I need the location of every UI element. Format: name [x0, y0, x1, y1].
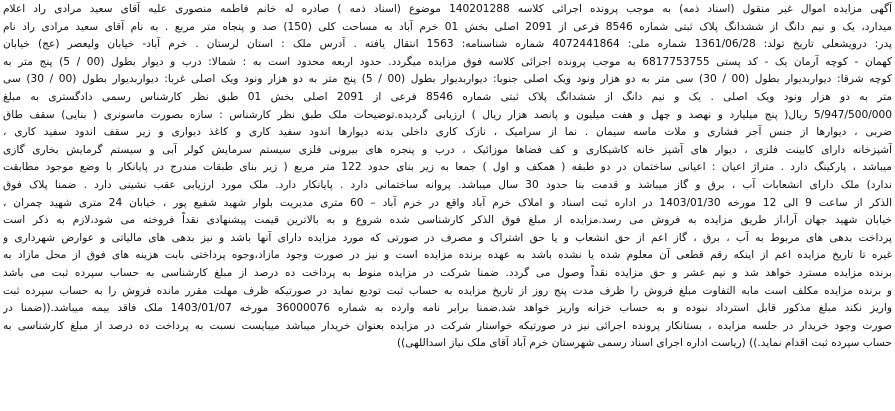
- notice-line-18: واریز نکند مبلغ مذکور قابل استرداد نبوده و به حساب خزانه واریز خواهد شد.ضمنا برابر نامه وارده به شماره 36000076 مورخه 1403/01/07 ملک فاقد بیمه میباشد.((ضمنا در: [3, 302, 892, 315]
- notice-line-7: 5/947/500/000 ریال( پنج میلیارد و نهصد و چهل و هفت میلیون و پانصد هزار ریال ) ارزیابی گردیده.توضیحات ملک طبق نظر کارشناس : سازه بصورت ماسونری ( بنایی) سقف طاق: [3, 108, 892, 121]
- notice-line-6: متر به دو هزار ونود ویک اصلی . یک و نیم دانگ از ششدانگ پلاک ثبتی شماره 8546 فرعی از 2091 اصلی بخش 01 طبق نظر کارشناس رسمی دادگستری به مبلغ: [3, 90, 892, 103]
- notice-line-1: آگهی مزایده اموال غیر منقول (اسناد ذمه) به موجب پرونده اجرائی کلاسه 140201288 موضوع (اسناد ذمه ) صادره له خانم فاطمه منصوری علیه آقای سعید مرادی راد اعلام: [3, 3, 892, 15]
- notice-line-19: صورت وجود خریدار در جلسه مزایده ، بستانکار پرونده اجرائی نیز در صورتیکه خواستار شرکت در مزایده بعنوان خریدار میباشد میبایست نسبت به پرداخت ده درصد از مبلغ کارشناسی به: [3, 319, 892, 332]
- notice-line-20: حساب سپرده ثبت اقدام نماید.)) (رياست اداره اجرای اسناد رسمی شهرستان خرم آباد آقای ملک نیاز اسداللهی)): [397, 337, 892, 350]
- notice-line-4: کهمان - کوچه آرمان یک - کد پستی 6817753755 به موجب پرونده اجرائی کلاسه فوق مزایده میگردد. حدود اربعه محدود است به : شمالا: درب و دیوار بطول (00 / 5) پنج متر به: [3, 55, 892, 68]
- notice-line-5: کوچه شرقا: دیواربدیوار بطول (00 / 30) سی متر به دو هزار ونود ویک اصلی جنوبا: دیواربدیوار بطول (00 / 5) پنج متر به دو هزار ونود ویک اصلی غربا: دیواربدیوار بطول (00 / 30) سی: [3, 73, 892, 86]
- notice-line-13: خیابان شهید جهان آرا،از طریق مزایده به فروش می رسد.مزایده از مبلغ فوق الذکر کارشناسی شده شروع و به بالاترین قیمت پیشنهادی نقداً فروخته می شود،لازم به ذکر است: [3, 214, 892, 227]
- notice-line-3: پدر: درویشعلی تاریخ تولد: 1361/06/28 شماره ملی: 4072441864 شماره شناسنامه: 1563 انتقال یافته . آدرس ملک : استان لرستان . خرم آباد- خیابان ولیعصر (عج) خیابان: [3, 38, 892, 51]
- auction-notice: [3, 1, 892, 409]
- notice-line-10: میباشد ، پارکینگ دارد . متراژ اعیان : اعیانی ساختمان در دو طبقه ( همکف و اول ) جمعا به زیر بنای حدود 122 متر مربع ( زیر بنای طبقات مندرج در پایانکار با وضع موجود مطابقت: [3, 161, 892, 174]
- notice-line-15: غیره تا تاریخ مزایده اعم از اینکه رقم قطعی آن معلوم شده یا نشده باشد به عهده برنده مزایده است و نیز در صورت وجود مازاد،وجوه پرداختی بابت هزینه های فوق از محل مازاد به: [3, 249, 892, 262]
- notice-line-17: و برنده مزایده مکلف است مابه التفاوت مبلغ فروش را ظرف مدت پنج روز از تاریخ مزایده به حساب ثبت تودیع نماید در صورتیکه ظرف مهلت مقرر مانده فروش را به حساب سپرده ثبت: [3, 284, 892, 297]
- notice-line-2: میدارد، یک و نیم دانگ از ششدانگ پلاک ثبتی شماره 8546 فرعی از 2091 اصلی بخش 01 خرم آباد به مساحت کلی (150) صد و پنجاه متر مربع . به نام آقای سعید مرادی راد نام: [3, 20, 892, 33]
- notice-line-16: برنده مزایده مسترد خواهد شد و نیم عشر و حق مزایده نقداً وصول می گردد. ضمنا شرکت در مزایده منوط به پرداخت ده درصد از مبلغ کارشناسی به حساب سپرده ثبت می باشد: [3, 266, 892, 279]
- notice-line-12: الذکر از ساعت 9 الی 12 مورخه 1403/01/30 در اداره ثبت اسناد و املاک خرم آباد واقع در خرم آباد – 60 متری مدیریت بلوار شهید شفیع پور ، خیابان 24 متری شهید چمران ،: [3, 196, 892, 209]
- notice-line-8: ضربی ، دیوارها از جنس آجر فشاری و ملات ماسه سیمان . نما از سرامیک ، نازک کاری داخلی بدنه دیوارها اندود سفید کاری و کاغذ دیواری و زیر سقف اندود سفید کاری ،: [3, 126, 892, 139]
- notice-line-11: ندارد) ملک دارای انشعابات آب ، برق و گاز میباشد و قدمت بنا حدود 30 سال میباشد. پروانه ساختمانی دارد . پایانکار دارد. ملک مورد ارزیابی عقب نشینی دارد . ضمنا پلاک فوق: [3, 178, 892, 191]
- notice-line-14: پرداخت بدهی های مربوط به آب ، برق ، گاز اعم از حق انشعاب و یا حق اشتراک و مصرف در صورتی که مورد مزایده دارای آنها باشد و نیز بدهی های مالیاتی و عوارض شهرداری و: [3, 231, 892, 244]
- notice-line-9: آشپزخانه دارای کابینت فلزی ، دیوار های آشپز خانه کاشیکاری و کف فضاها موزائیک ، درب و پنجره های بیرونی فلزی سیستم سرمایش کولر آبی و سیستم گرمایش بخاری گازی: [3, 143, 892, 156]
